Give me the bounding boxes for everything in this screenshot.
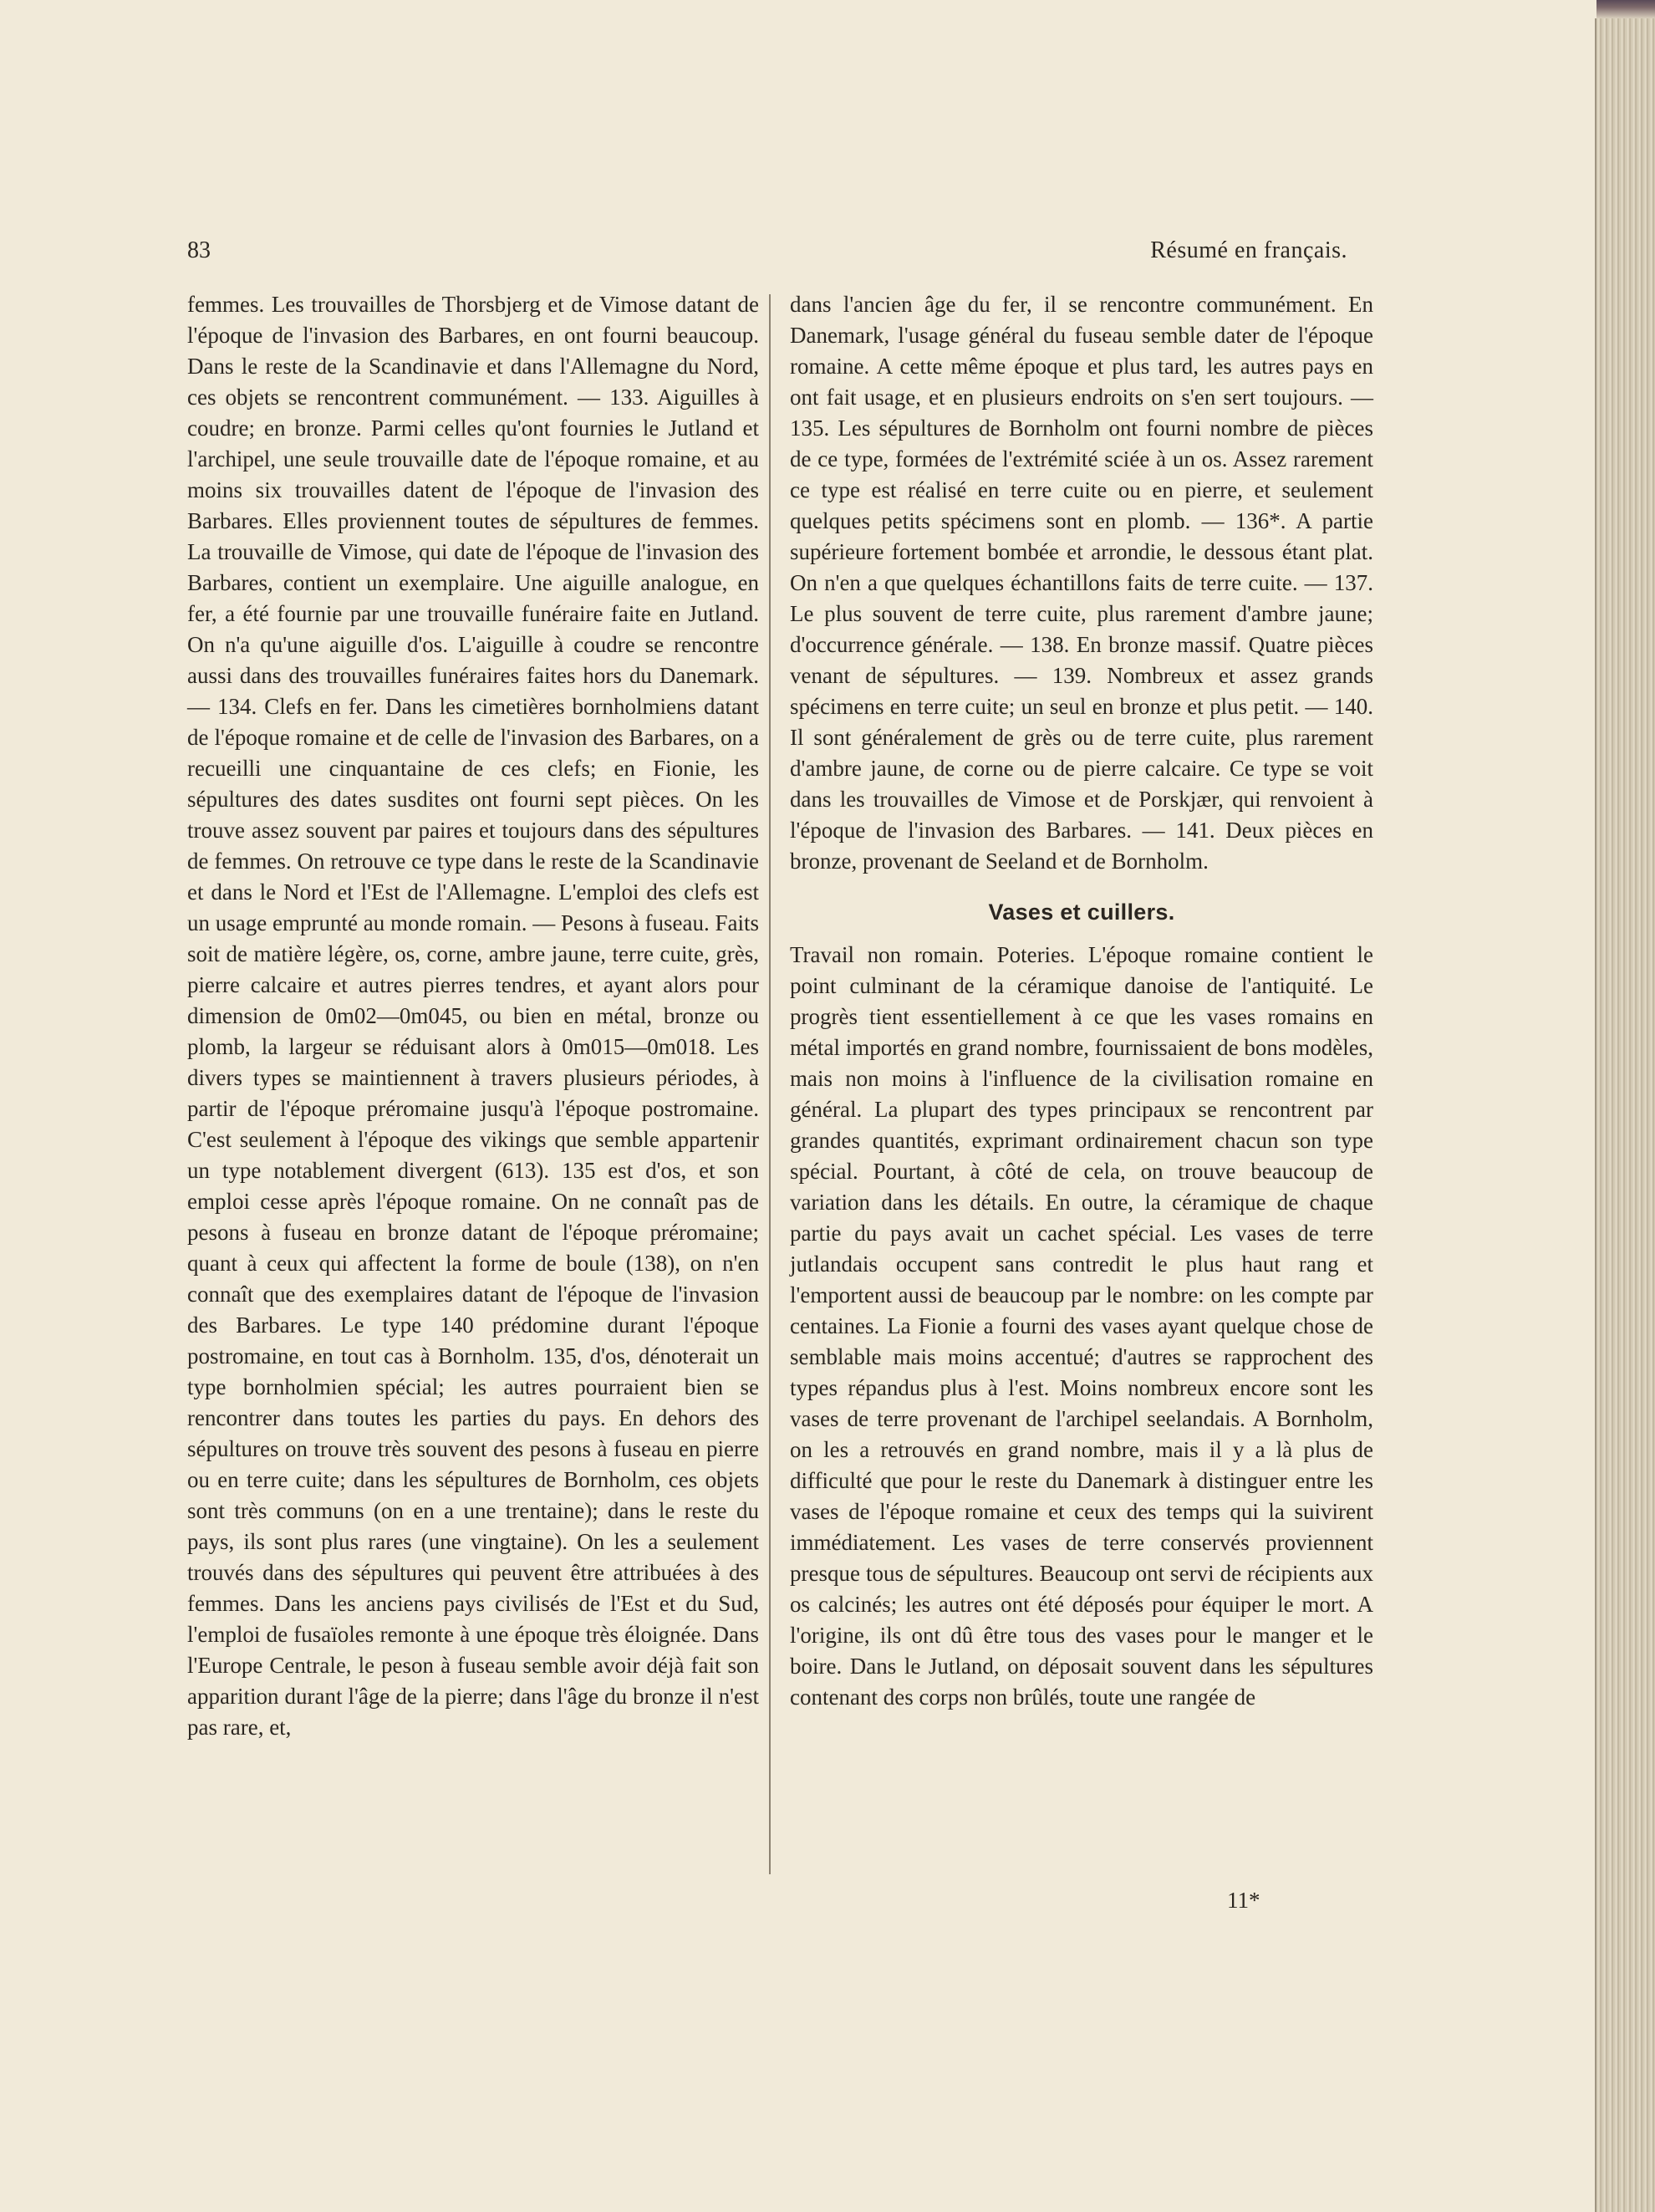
signature-mark: 11* (1227, 1888, 1260, 1913)
right-column-text-top: dans l'ancien âge du fer, il se rencontre communément. En Danemark, l'usage général du fuseau semble dater de l'époque romaine. A cette même époque et plus tard, les autres pays en ont fait usage, et en plusieurs endroits on s'en sert toujours. — 135. Les sépultures de Bornholm ont fourni nombre de pièces de ce type, formées de l'extrémité sciée à un os. Assez rarement ce type est réalisé en terre cuite ou en pierre, et seulement quelques petits spécimens sont en plomb. — 136*. A partie supérieure fortement bombée et arrondie, le dessous étant plat. On n'en a que quelques échantillons faits de terre cuite. — 137. Le plus souvent de terre cuite, plus rarement d'ambre jaune; d'occurrence générale. — 138. En bronze massif. Quatre pièces venant de sépultures. — 139. Nombreux et assez grands spécimens en terre cuite; un seul en bronze et plus petit. — 140. Il sont généralement de grès ou de terre cuite, plus rarement d'ambre jaune, de corne ou de pierre calcaire. Ce type se voit dans les trouvailles de Vimose et de Porskjær, qui renvoient à l'époque de l'invasion des Barbares. — 141. Deux pièces en bronze, provenant de Seeland et de Bornholm. (790, 292, 1373, 874)
running-title: Résumé en français. (1150, 237, 1347, 263)
section-title: Vases et cuillers. (988, 900, 1175, 925)
page-header (187, 237, 1347, 271)
column-divider (769, 294, 771, 1874)
page-number: 83 (187, 237, 211, 263)
book-page-edges (1595, 18, 1655, 2212)
left-column-text: femmes. Les trouvailles de Thorsbjerg et de Vimose datant de l'époque de l'invasion des Barbares, en ont fourni beaucoup. Dans le reste de la Scandinavie et dans l'Allemagne du Nord, ces objets se rencontrent communément. — 133. Aiguilles à coudre; en bronze. Parmi celles qu'ont fournies le Jutland et l'archipel, une seule trouvaille date de l'époque romaine, et au moins six trouvailles datent de l'époque de l'invasion des Barbares. Elles proviennent toutes de sépultures de femmes. La trouvaille de Vimose, qui date de l'époque de l'invasion des Barbares, contient un exemplaire. Une aiguille analogue, en fer, a été fournie par une trouvaille funéraire faite en Jutland. On n'a qu'une aiguille d'os. L'aiguille à coudre se rencontre aussi dans des trouvailles funéraires faites hors du Danemark. — 134. Clefs en fer. Dans les cimetières bornholmiens datant de l'époque romaine et de celle de l'invasion des Barbares, on a recueilli une cinquantaine de ces clefs; en Fionie, les sépultures des dates susdites ont fourni sept pièces. On les trouve assez souvent par paires et toujours dans des sépultures de femmes. On retrouve ce type dans le reste de la Scandinavie et dans le Nord et l'Est de l'Allemagne. L'emploi des clefs est un usage emprunté au monde romain. — Pesons à fuseau. Faits soit de matière légère, os, corne, ambre jaune, terre cuite, grès, pierre calcaire et autres pierres tendres, et ayant alors pour dimension de 0m02—0m045, ou bien en métal, bronze ou plomb, la largeur se réduisant alors à 0m015—0m018. Les divers types se maintiennent à travers plusieurs périodes, à partir de l'époque préromaine jusqu'à l'époque postromaine. C'est seulement à l'époque des vikings que semble appartenir un type notablement divergent (613). 135 est d'os, et son emploi cesse après l'époque romaine. On ne connaît pas de pesons à fuseau en bronze datant de l'époque préromaine; quant à ceux qui affectent la forme de boule (138), on n'en connaît que des exemplaires datant de l'époque de l'invasion des Barbares. Le type 140 prédomine durant l'époque postromaine, en tout cas à Bornholm. 135, d'os, dénoterait un type bornholmien spécial; les autres pourraient bien se rencontrer dans toutes les parties du pays. En dehors des sépultures on trouve très souvent des pesons à fuseau en pierre ou en terre cuite; dans les sépultures de Bornholm, ces objets sont très communs (on en a une trentaine); dans le reste du pays, ils sont plus rares (une vingtaine). On les a seulement trouvés dans des sépultures qui peuvent être attribuées à des femmes. Dans les anciens pays civilisés de l'Est et du Sud, l'emploi de fusaïoles remonte à une époque très éloignée. Dans l'Europe Centrale, le peson à fuseau semble avoir déjà fait son apparition durant l'âge de la pierre; dans l'âge du bronze il n'est pas rare, et, (187, 292, 759, 1740)
right-column (790, 289, 1373, 1713)
left-column (187, 289, 759, 1743)
right-column-text-bottom: Travail non romain. Poteries. L'époque romaine contient le point culminant de la céramique danoise de l'antiquité. Le progrès tient essentiellement à ce que les vases romains en métal importés en grand nombre, fournissaient de bons modèles, mais non moins à l'influence de la civilisation romaine en général. La plupart des types principaux se rencontrent par grandes quantités, exprimant ordinairement chacun son type spécial. Pourtant, à côté de cela, on trouve beaucoup de variation dans les détails. En outre, la céramique de chaque partie du pays avait un cachet spécial. Les vases de terre jutlandais occupent sans contredit le plus haut rang et l'emportent aussi de beaucoup par le nombre: on les compte par centaines. La Fionie a fourni des vases ayant quelque chose de semblable mais moins accentué; d'autres se rapprochent des types répandus plus à l'est. Moins nombreux encore sont les vases de terre provenant de l'archipel seelandais. A Bornholm, on les a retrouvés en grand nombre, mais il y a là plus de difficulté que pour le reste du Danemark à distinguer entre les vases de l'époque romaine et ceux des temps qui la suivirent immédiatement. Les vases de terre conservés proviennent presque tous de sépultures. Beaucoup ont servi de récipients aux os calcinés; les autres ont été déposés pour équiper le mort. A l'origine, ils ont dû être tous des vases pour le manger et le boire. Dans le Jutland, on déposait souvent dans les sépultures contenant des corps non brûlés, toute une rangée de (790, 942, 1373, 1710)
